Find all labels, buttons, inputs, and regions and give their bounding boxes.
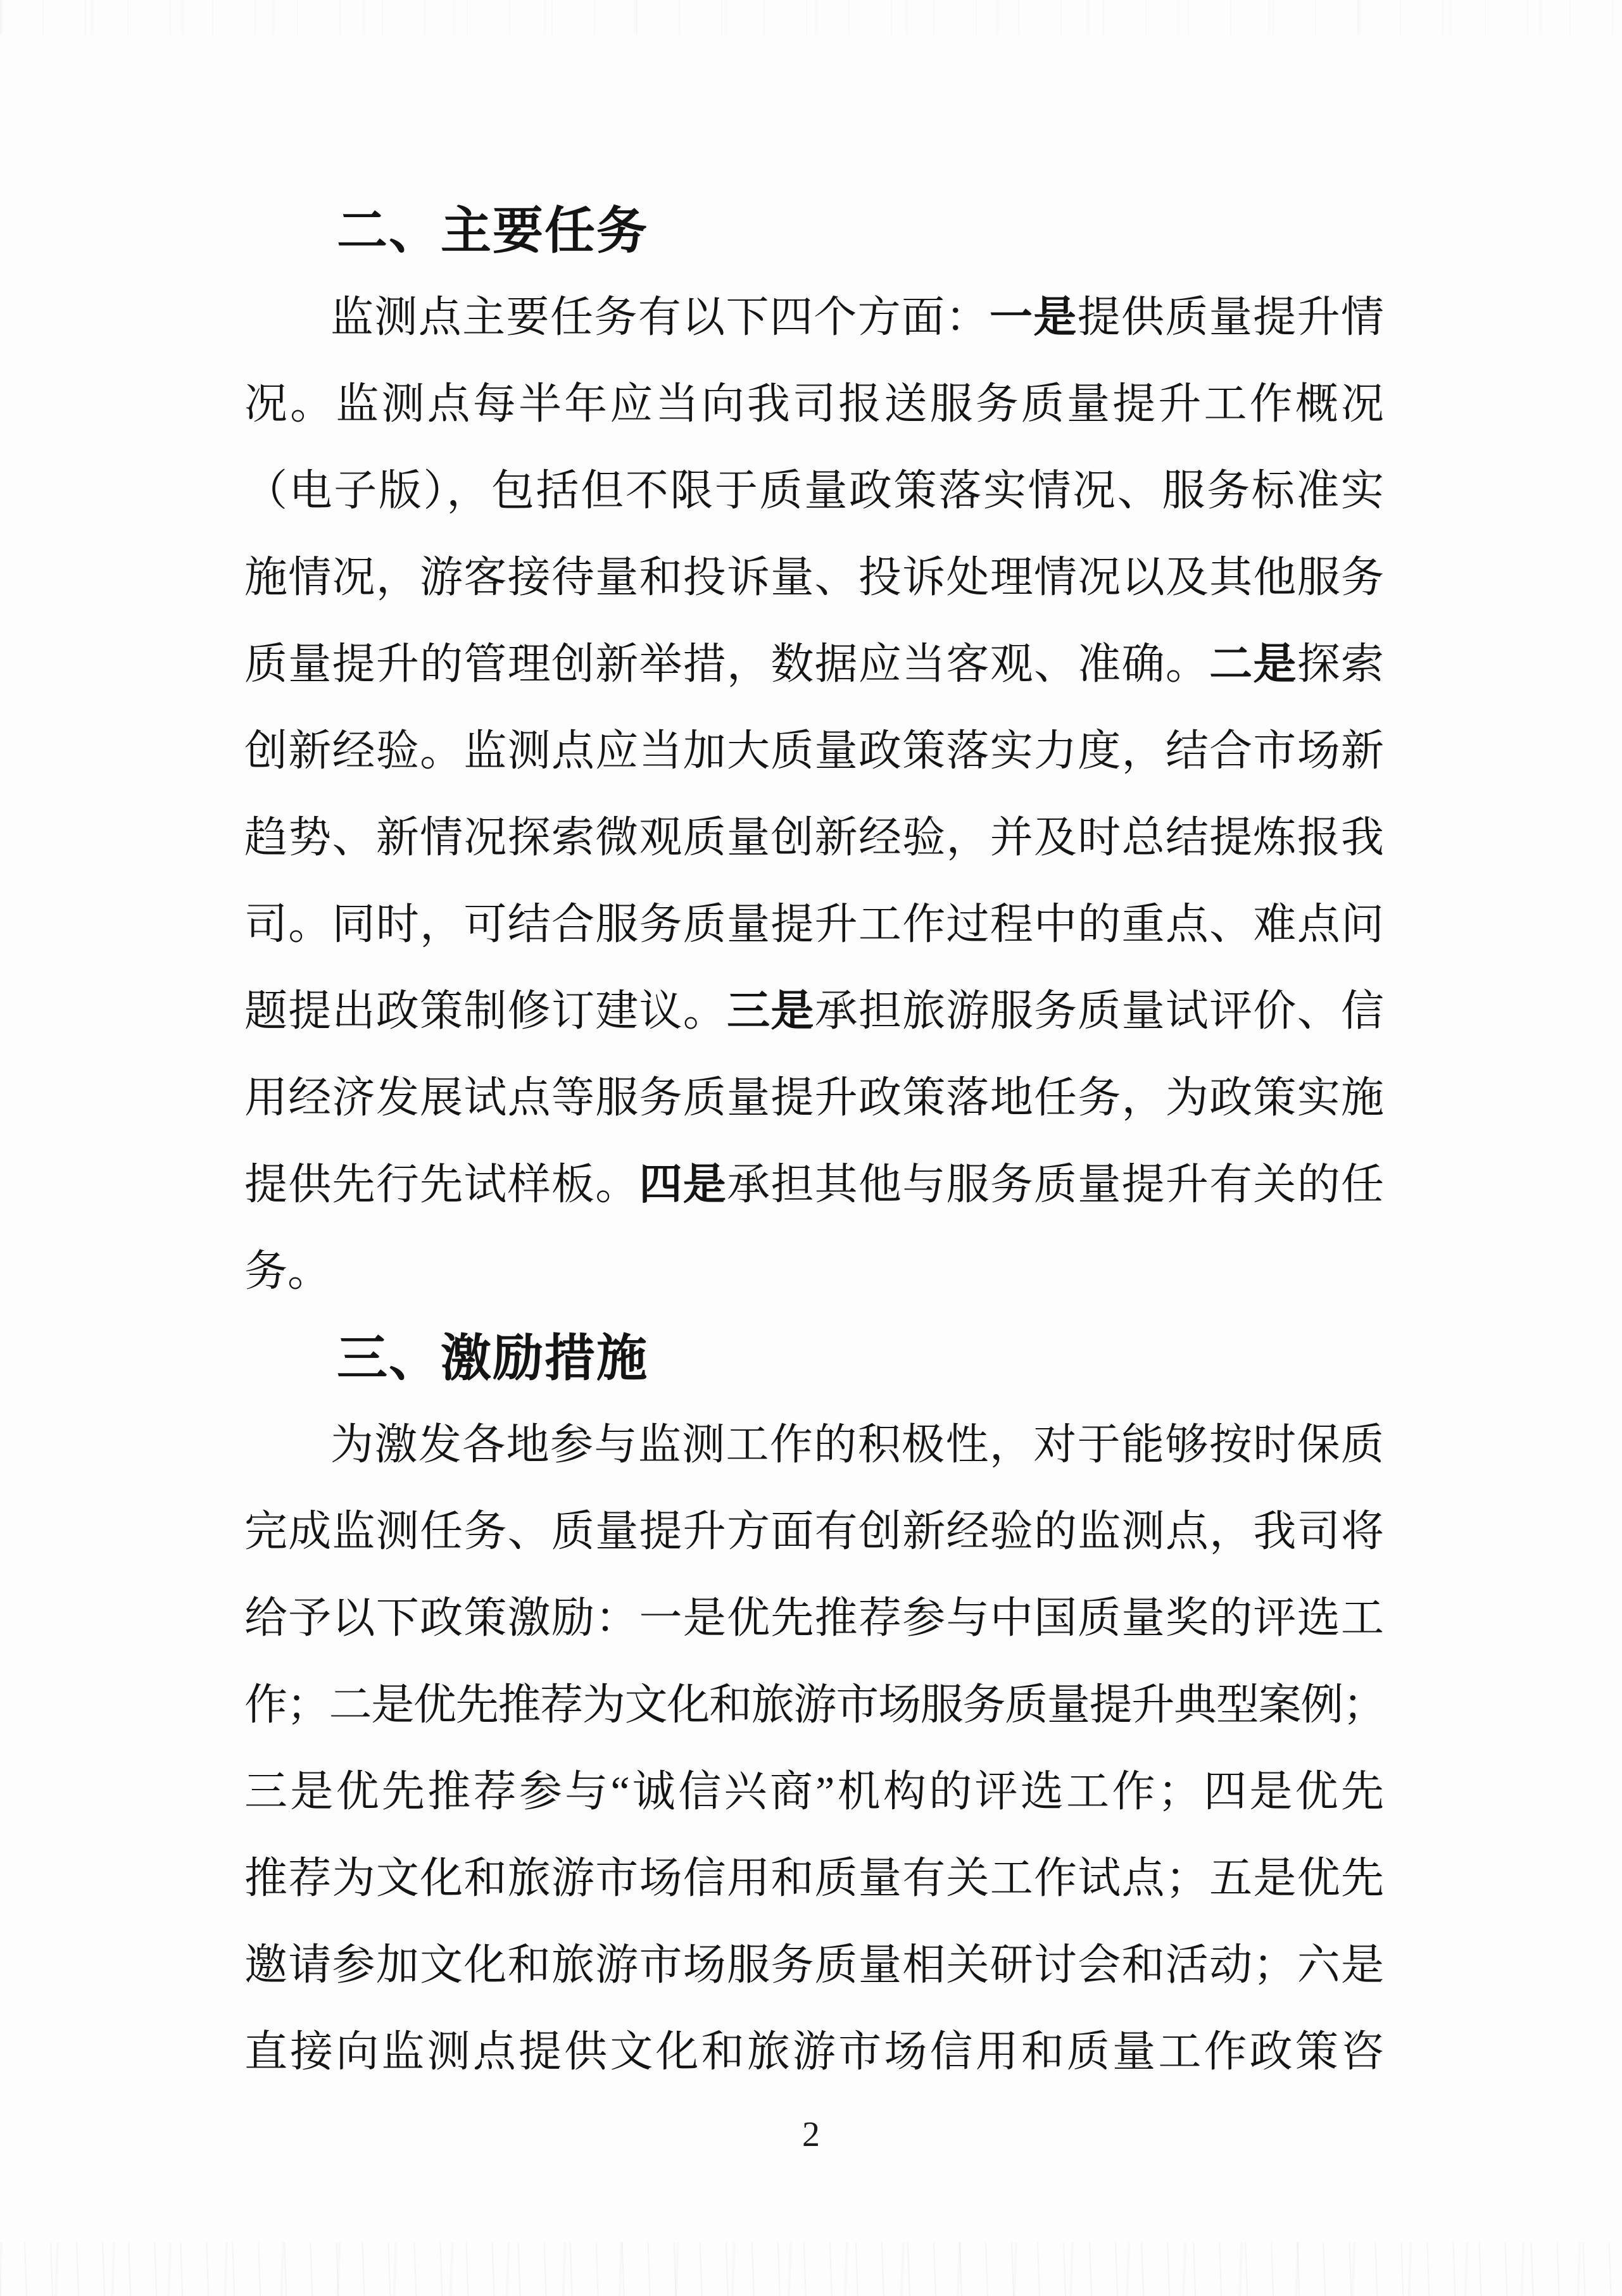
emphasis-text: 三是 (727, 986, 815, 1036)
text-line (244, 794, 1384, 881)
body-text: 提供先行先试样板。 (244, 1160, 639, 1208)
text-line (244, 448, 1384, 534)
body-text: 司。同时，可结合服务质量提升工作过程中的重点、难点问 (244, 900, 1384, 948)
body-text: 直接向监测点提供文化和旅游市场信用和质量工作政策咨 (244, 2028, 1384, 2076)
body-text: 作；二是优先推荐为文化和旅游市场服务质量提升典型案例； (244, 1681, 1384, 1729)
body-text: 承担其他与服务质量提升有关的任 (727, 1160, 1384, 1208)
emphasis-text: 四是 (639, 1160, 727, 1210)
text-line (244, 621, 1384, 708)
text-line (244, 1488, 1384, 1575)
body-text: 趋势、新情况探索微观质量创新经验，并及时总结提炼报我 (244, 813, 1384, 862)
text-line (244, 881, 1384, 968)
section-heading: 三、激励措施 (337, 1329, 648, 1388)
body-text: 为激发各地参与监测工作的积极性，对于能够按时保质 (330, 1421, 1384, 1469)
body-text: 推荐为文化和旅游市场信用和质量有关工作试点；五是优先 (244, 1854, 1384, 1902)
text-line (244, 1228, 1384, 1315)
body-text: 施情况，游客接待量和投诉量、投诉处理情况以及其他服务 (244, 553, 1384, 601)
body-text: 用经济发展试点等服务质量提升政策落地任务，为政策实施 (244, 1074, 1384, 1122)
body-text: 完成监测任务、质量提升方面有创新经验的监测点，我司将 (244, 1507, 1384, 1555)
body-text: 邀请参加文化和旅游市场服务质量相关研讨会和活动；六是 (244, 1941, 1384, 1989)
body-text: 况。监测点每半年应当向我司报送服务质量提升工作概况 (244, 380, 1384, 428)
text-line (244, 708, 1384, 794)
text-line (244, 1575, 1384, 1662)
text-line (244, 1402, 1384, 1488)
text-line (244, 1922, 1384, 2009)
section-heading: 二、主要任务 (337, 201, 648, 260)
text-line (244, 1141, 1384, 1228)
text-line (244, 361, 1384, 448)
text-line (244, 534, 1384, 621)
body-text: 承担旅游服务质量试评价、信 (814, 987, 1384, 1035)
body-text: 提供质量提升情 (1077, 293, 1384, 341)
text-line (244, 274, 1384, 361)
text-line (244, 968, 1384, 1055)
page-number: 2 (802, 2115, 820, 2154)
body-text: 务。 (244, 1247, 331, 1295)
text-line (244, 1748, 1384, 1835)
scan-noise-bottom (0, 2242, 1622, 2296)
body-text: 监测点主要任务有以下四个方面： (330, 293, 990, 341)
text-line (244, 1835, 1384, 1922)
body-text: 探索 (1297, 640, 1384, 688)
document-body (244, 187, 1384, 2095)
body-text: 题提出政策制修订建议。 (244, 987, 727, 1035)
text-line (244, 1055, 1384, 1141)
scan-noise-top (0, 0, 1622, 35)
body-text: 给予以下政策激励：一是优先推荐参与中国质量奖的评选工 (244, 1594, 1384, 1642)
body-text: 三是优先推荐参与“诚信兴商”机构的评选工作；四是优先 (244, 1767, 1384, 1816)
text-line (244, 2009, 1384, 2095)
body-text: （电子版），包括但不限于质量政策落实情况、服务标准实 (244, 467, 1384, 515)
body-text: 创新经验。监测点应当加大质量政策落实力度，结合市场新 (244, 727, 1384, 775)
body-text: 质量提升的管理创新举措，数据应当客观、准确。 (244, 640, 1210, 688)
emphasis-text: 二是 (1209, 639, 1297, 689)
emphasis-text: 一是 (989, 292, 1078, 342)
text-line (244, 1662, 1384, 1748)
